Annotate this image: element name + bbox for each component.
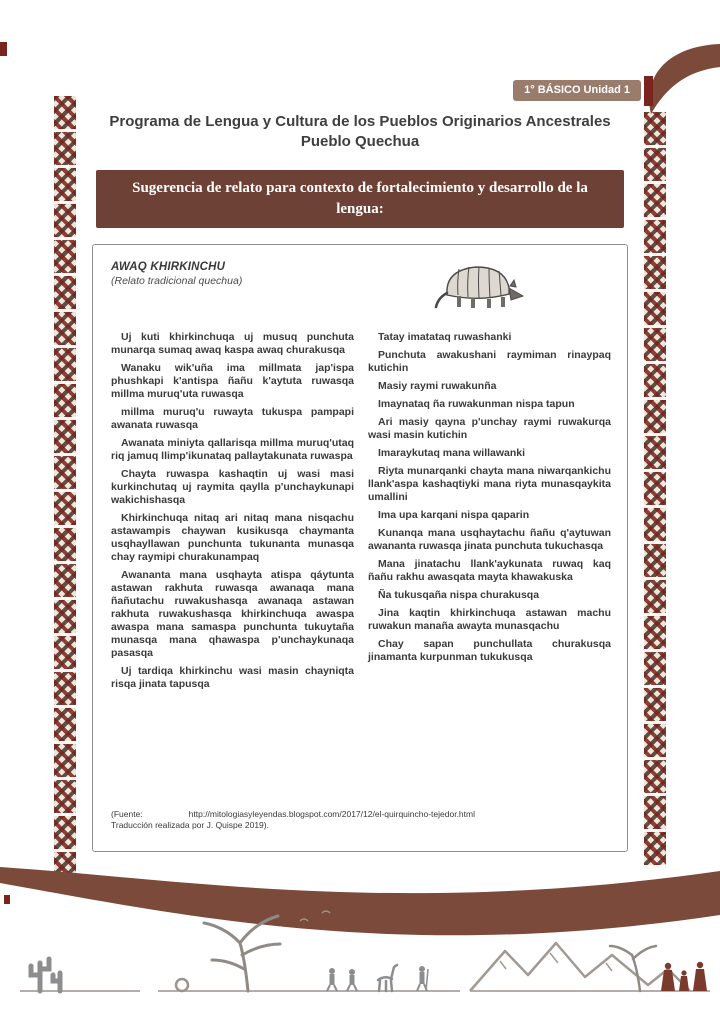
story-header: [111, 261, 611, 311]
story-paragraph: Punchuta awakushani raymiman rinaypaq kutichin: [368, 349, 611, 374]
story-paragraph: Mana jinatachu llank'aykunata ruwaq kaq ñañu rakhu awasqata mayta khawakuska: [368, 558, 611, 583]
story-column-left: [111, 331, 354, 696]
page-content: [92, 0, 628, 852]
section-banner: Sugerencia de relato para contexto de fortalecimiento y desarrollo de la lengua:: [96, 170, 624, 228]
source-line1: [111, 809, 611, 820]
story-paragraph: Imaraykutaq mana willawanki: [378, 447, 526, 459]
page-title: [92, 112, 628, 152]
page-title-line1: Programa de Lengua y Cultura de los Pueblos Originarios Ancestrales: [109, 113, 611, 130]
story-paragraph: Awanata miniyta qallarisqa millma muruq'utaq riq jamuq llimp'ikunataq pallaytakunata ruwaspa: [111, 437, 354, 462]
bottom-landscape-illustration: [0, 859, 720, 1019]
page-title-line2: Pueblo Quechua: [300, 133, 420, 150]
left-edge-accent: [0, 42, 7, 56]
story-paragraph: Awananta mana usqhayta atispa qáytunta astawan rakhuta ruwasqa awanaqa mana ñañutachu ruwakushasqa awanaqa astawan rakhuta ruwakushasqa khirkinchuqa awaspa awaspa mana samaspa punchunta tukuytaña munasqa mana qhawaspa p'unchaykunaqa pasasqa: [111, 569, 354, 659]
story-paragraph: Kunanqa mana usqhaytachu ñañu q'aytuwan awananta ruwasqa jinata punchuta tukuchasqa: [368, 527, 611, 552]
story-paragraph: Chayta ruwaspa kashaqtin uj wasi masi kurkinchutaq uj raymita qaylla p'unchaykunapi wakichishasqa: [111, 468, 354, 506]
story-paragraph: Wanaku wik'uña ima millmata jap'ispa phushkapi k'antispa ñañu k'aytuta ruwasqa millma muruq'uta ruwasqa: [111, 362, 354, 400]
story-column-right: [368, 331, 611, 696]
armadillo-illustration: [433, 259, 525, 311]
source-url: http://mitologiasyleyendas.blogspot.com/2017/12/el-quirquincho-tejedor.html: [188, 809, 475, 819]
unit-accent-bar: [644, 76, 653, 106]
unit-badge: 1° BÁSICO Unidad 1: [513, 80, 641, 101]
story-paragraph: Uj tardiqa khirkinchu wasi masin chayniqta risqa jinata tapusqa: [111, 665, 354, 690]
story-title-block: [111, 261, 242, 287]
story-paragraph: Masiy raymi ruwakunña: [378, 380, 497, 392]
story-paragraph: Ima upa karqani nispa qaparin: [378, 509, 530, 521]
story-paragraph: Ari masiy qayna p'unchay raymi ruwakurqa wasi masin kutichin: [368, 416, 611, 441]
story-paragraph: Imaynataq ña ruwakunman nispa tapun: [378, 398, 575, 410]
source-label: (Fuente:: [111, 809, 143, 819]
story-columns: [111, 331, 611, 696]
story-title: AWAQ KHIRKINCHU: [111, 261, 226, 273]
story-paragraph: Chay sapan punchullata churakusqa jinamanta kurpunman tukukusqa: [368, 638, 611, 663]
story-paragraph: Riyta munarqanki chayta mana niwarqankichu llank'aspa kashaqtiyki mana riyta munasqaykita umallini: [368, 465, 611, 503]
side-pattern-left: [54, 96, 76, 888]
side-pattern-right: [644, 112, 666, 868]
source-line2: Traducción realizada por J. Quispe 2019).: [111, 820, 269, 830]
story-paragraph: Ña tukusqaña nispa churakusqa: [378, 589, 540, 601]
story-subtitle: (Relato tradicional quechua): [111, 275, 243, 287]
story-paragraph: Khirkinchuqa nitaq ari nitaq mana nisqachu astawampis chaywan kusikusqa chaymanta usqhayllawan punchunta tukunanta munasqa chay raymipi churakunampaq: [111, 512, 354, 563]
story-paragraph: millma muruq'u ruwayta tukuspa pampapi awanata ruwasqa: [111, 406, 354, 431]
source-note: [111, 775, 611, 831]
story-box: [92, 244, 628, 852]
story-paragraph: Uj kuti khirkinchuqa uj musuq punchuta munarqa sumaq awaq kaspa awaq churakusqa: [111, 331, 354, 356]
story-paragraph: Jina kaqtin khirkinchuqa astawan machu ruwakun manaña awayta munasqachu: [368, 607, 611, 632]
story-paragraph: Tatay imatataq ruwashanki: [378, 331, 512, 343]
